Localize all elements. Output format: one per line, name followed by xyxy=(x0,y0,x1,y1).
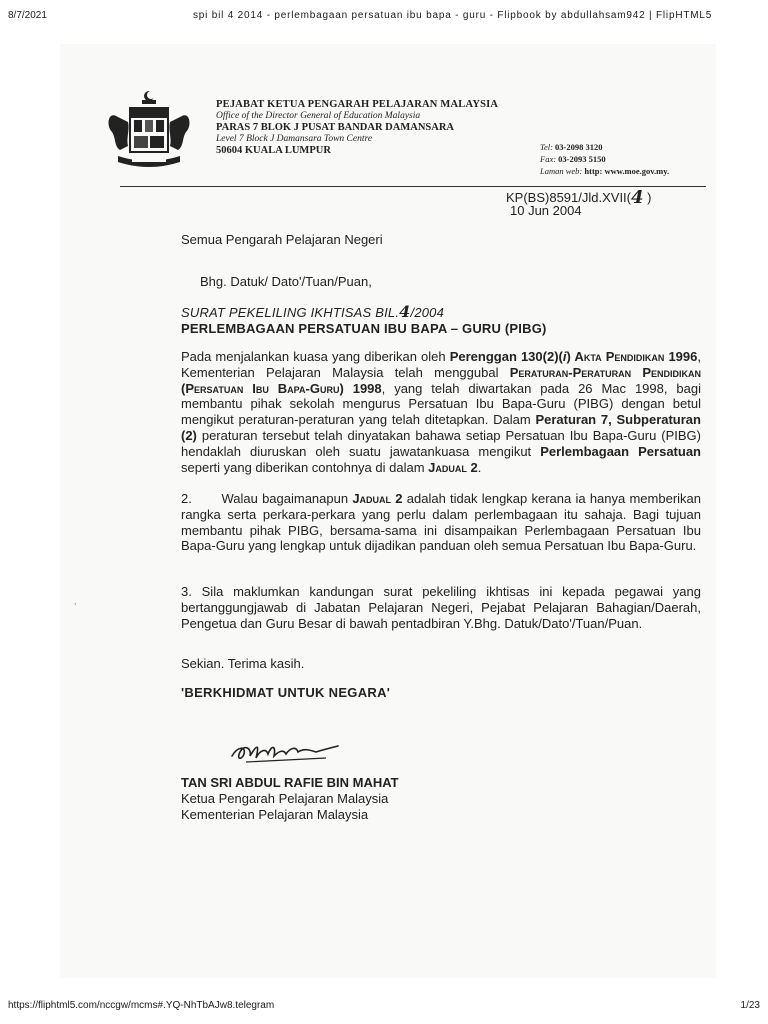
p1-smallcaps: Akta Pendidikan xyxy=(570,349,665,364)
tel-value: 03-2098 3120 xyxy=(555,142,603,152)
subject-circular-number xyxy=(181,304,701,321)
p1-bold: 1998 xyxy=(343,380,382,396)
contact-block xyxy=(540,141,669,177)
address-line: PARAS 7 BLOK J PUSAT BANDAR DAMANSARA xyxy=(216,122,455,133)
p2-bold: 2 xyxy=(391,491,403,506)
p1-bold: Perlembagaan Persatuan xyxy=(540,443,701,459)
p1-text: seperti yang diberikan contohnya di dalam xyxy=(181,459,429,475)
signatory-name: TAN SRI ABDUL RAFIE BIN MAHAT xyxy=(181,775,399,790)
closing-line: Sekian. Terima kasih. xyxy=(181,656,305,671)
subject-handwritten-number: 4 xyxy=(399,302,411,321)
signatory-organisation: Kementerian Pelajaran Malaysia xyxy=(181,806,369,822)
fax-value: 03-2093 5150 xyxy=(558,154,606,164)
handwritten-signature xyxy=(226,732,346,768)
print-page-title: spi bil 4 2014 - perlembagaan persatuan ibu bapa - guru - Flipbook by abdullahsam942 | FlipHTML5 xyxy=(193,10,713,21)
signatory-block xyxy=(181,775,701,822)
signatory-title: Ketua Pengarah Pelajaran Malaysia xyxy=(181,790,389,806)
web-label: Laman web: xyxy=(540,166,583,176)
p2-text: adalah tidak lengkap kerana ia hanya memberikan rangka serta perkara-perkara yang perlu dalam perlembagaan itu sahaja. Bagi tujuan membantu pihak PIBG, bersama-sama ini disampaikan Perlembagaan Persatuan Ibu Bapa-Guru yang lengkap untuk dijadikan panduan oleh semua Persatuan Ibu Bapa-Guru. xyxy=(181,491,702,554)
p1-smallcaps: Jadual xyxy=(428,459,467,475)
p1-bold: 1996 xyxy=(664,349,698,364)
letterhead xyxy=(216,99,498,157)
scan-artifact-mark: , xyxy=(74,596,77,606)
paragraph-3: 3. Sila maklumkan kandungan surat pekeliling ikhtisas ini kepada pegawai yang bertanggungjawab di Jabatan Pelajaran Negeri, Pejabat Pelajaran Bahagian/Daerah, Pengetua dan Guru Besar di bawah pentadbiran Y.Bhg. Datuk/Dato'/Tuan/Puan. xyxy=(181,584,701,631)
web-line xyxy=(540,165,669,177)
reference-prefix: KP(BS)8591/Jld.XVII( xyxy=(506,190,631,205)
p1-smallcaps: Peraturan-Peraturan Pendidikan (Persatuan Ibu Bapa-Guru) xyxy=(181,364,701,396)
scanned-letter-page xyxy=(60,44,716,978)
browser-print-header xyxy=(8,10,760,24)
subject xyxy=(181,304,701,337)
p1-text: Pada menjalankan kuasa yang diberikan oleh xyxy=(181,349,450,364)
paragraph-1 xyxy=(181,349,701,475)
print-url: https://fliphtml5.com/nccgw/mcms#.YQ-NhTbAJw8.telegram xyxy=(8,1000,275,1011)
letter-date: 10 Jun 2004 xyxy=(510,203,582,218)
p1-text: , Kementerian Pelajaran Malaysia telah menggubal xyxy=(181,349,702,380)
motto: 'BERKHIDMAT UNTUK NEGARA' xyxy=(181,685,391,700)
paragraph-2 xyxy=(181,491,701,554)
p2-smallcaps: Jadual xyxy=(352,491,392,506)
reference-suffix: ) xyxy=(643,190,652,205)
p1-bold: 2 xyxy=(466,459,478,475)
browser-print-footer xyxy=(8,1000,760,1014)
fax-line xyxy=(540,153,669,165)
reference-handwritten-number: 4 xyxy=(631,187,644,208)
address-line-english: Level 7 Block J Damansara Town Centre xyxy=(216,134,373,144)
salutation: Bhg. Datuk/ Dato'/Tuan/Puan, xyxy=(200,274,372,289)
tel-line xyxy=(540,141,669,153)
p2-text: 2. Walau bagaimanapun xyxy=(181,491,353,506)
subject-year: /2004 xyxy=(410,305,445,320)
p1-text: peraturan tersebut telah dinyatakan bahawa setiap Persatuan Ibu Bapa-Guru (PIBG) hendaklah diuruskan oleh suatu jawatankuasa mengikut xyxy=(181,427,701,459)
p1-bold: ) xyxy=(566,349,571,364)
postcode-city: 50604 KUALA LUMPUR xyxy=(216,145,331,156)
fax-label: Fax: xyxy=(540,154,557,164)
subject-prefix: SURAT PEKELILING IKHTISAS BIL. xyxy=(181,305,400,320)
p1-bold-italic: i xyxy=(562,349,567,364)
p1-text: . xyxy=(477,459,482,475)
print-date: 8/7/2021 xyxy=(8,10,47,21)
coat-of-arms-logo xyxy=(98,86,200,170)
web-value: http: www.moe.gov.my. xyxy=(584,166,670,176)
recipient: Semua Pengarah Pelajaran Negeri xyxy=(181,232,383,247)
tel-label: Tel: xyxy=(540,142,553,152)
p1-bold: Peraturan 7, Subperaturan (2) xyxy=(181,412,701,443)
p1-bold: Perenggan 130(2)( xyxy=(449,349,563,364)
print-page-number: 1/23 xyxy=(740,1000,760,1011)
office-name-english: Office of the Director General of Education Malaysia xyxy=(216,111,421,121)
p1-text: , yang telah diwartakan pada 26 Mac 1998, bagi membantu pihak sekolah mengurus Persatuan Ibu Bapa-Guru (PIBG) dengan betul mengikut peraturan-peraturan yang telah ditetapkan. Dalam xyxy=(181,380,701,428)
subject-title: PERLEMBAGAAN PERSATUAN IBU BAPA – GURU (PIBG) xyxy=(181,320,547,336)
office-name: PEJABAT KETUA PENGARAH PELAJARAN MALAYSIA xyxy=(216,99,499,110)
